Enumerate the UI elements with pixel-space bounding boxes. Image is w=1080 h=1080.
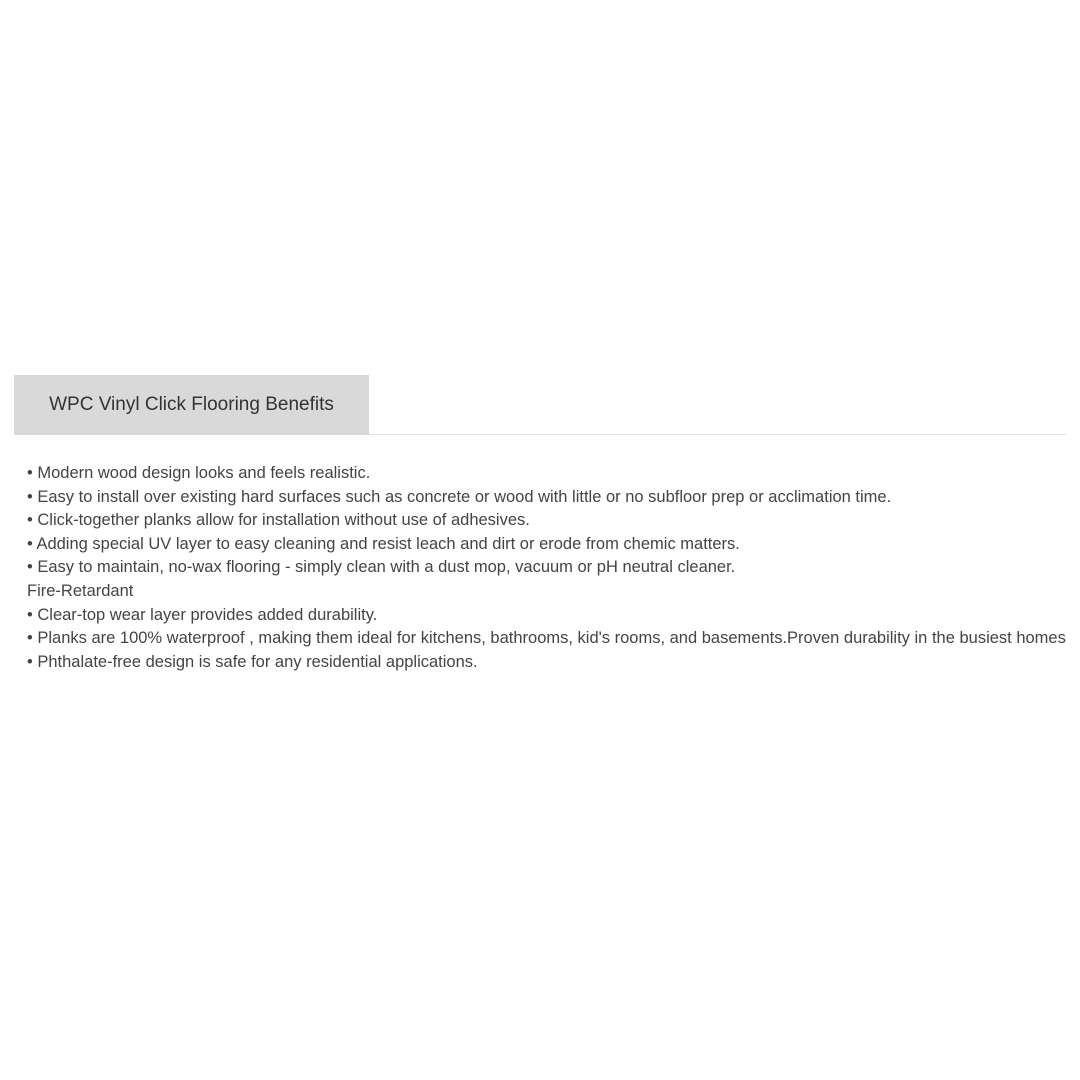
- benefit-item: • Click-together planks allow for installation without use of adhesives.: [27, 511, 530, 530]
- benefits-text: [27, 462, 1067, 674]
- benefit-item: • Clear-top wear layer provides added durability.: [27, 605, 378, 624]
- benefit-item: • Easy to maintain, no-wax flooring - simply clean with a dust mop, vacuum or pH neutral cleaner.: [27, 558, 736, 577]
- tab-bar: [14, 375, 1066, 435]
- tab-flooring-benefits[interactable]: WPC Vinyl Click Flooring Benefits: [14, 375, 369, 435]
- benefit-item: • Phthalate-free design is safe for any residential applications.: [27, 652, 478, 671]
- benefit-item: • Easy to install over existing hard surfaces such as concrete or wood with little or no subfloor prep or acclimation time.: [27, 487, 892, 506]
- benefit-item: • Planks are 100% waterproof , making them ideal for kitchens, bathrooms, kid's rooms, and basements.Proven durability in the busiest homes: [27, 629, 1066, 648]
- benefit-item: Fire-Retardant: [27, 581, 134, 600]
- benefit-item: • Modern wood design looks and feels realistic.: [27, 464, 371, 482]
- benefit-item: • Adding special UV layer to easy cleaning and resist leach and dirt or erode from chemic matters.: [27, 534, 740, 553]
